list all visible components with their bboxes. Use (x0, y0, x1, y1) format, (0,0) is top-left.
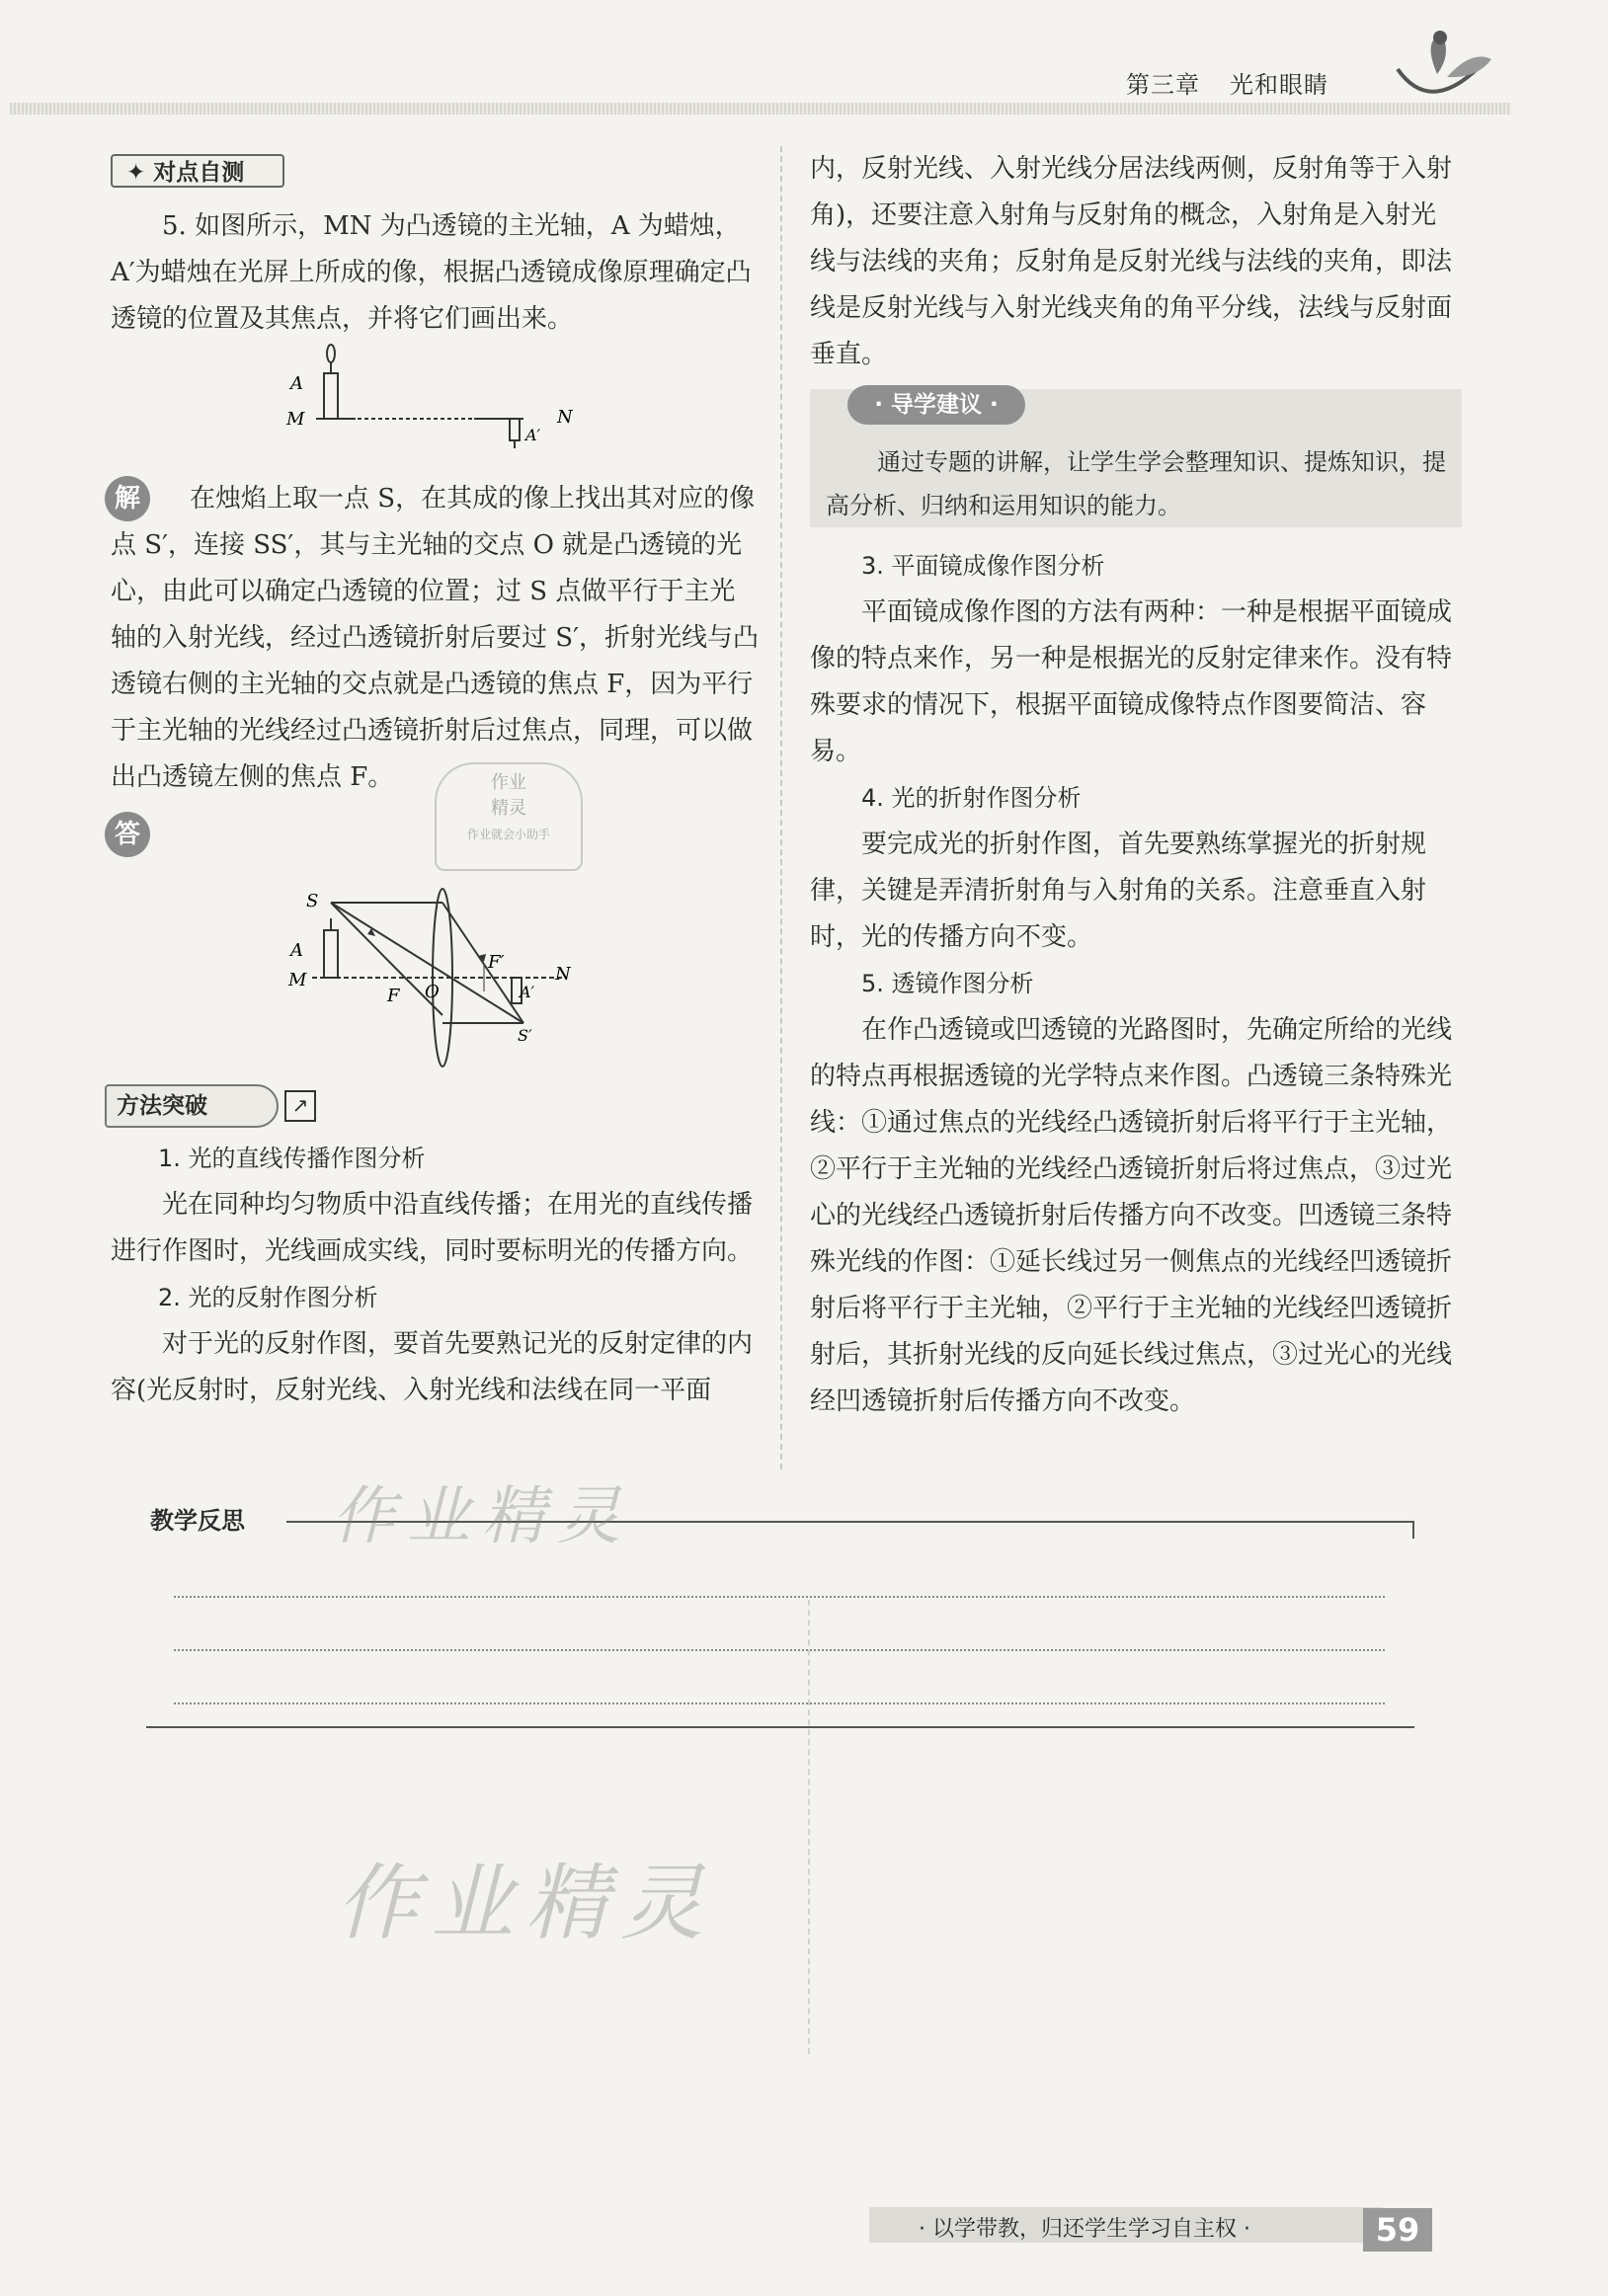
guidance-text: 通过专题的讲解，让学生学会整理知识、提炼知识，提高分析、归纳和运用知识的能力。 (826, 448, 1446, 519)
section-tag-daoxue: · 导学建议 · (847, 385, 1025, 425)
fig1-M: M (286, 409, 305, 430)
section-1-title: 1. 光的直线传播作图分析 (158, 1145, 426, 1172)
reflection-bottom-line (146, 1726, 1414, 1728)
chapter-label: 第三章 (1126, 71, 1200, 99)
fig2-Aprime: A′ (520, 983, 535, 1001)
fig2-O: O (425, 982, 440, 1002)
column-divider (780, 146, 782, 1469)
section-1-text: 光在同种均匀物质中沿直线传播；在用光的直线传播进行作图时，光线画成实线，同时要标明光的传播方向。 (111, 1190, 754, 1266)
page-number: 59 (1363, 2208, 1432, 2252)
fig2-A: A (290, 940, 303, 961)
fig2-S: S (306, 891, 319, 911)
section-2-text: 对于光的反射作图，要首先要熟记光的反射定律的内容(光反射时，反射光线、入射光线和法线在同一平面 (111, 1329, 754, 1405)
methods-left (111, 1136, 759, 1414)
writing-line[interactable] (174, 1596, 1385, 1598)
fig1-A: A (290, 373, 303, 394)
writing-line[interactable] (174, 1649, 1385, 1651)
section-5-text: 在作凸透镜或凹透镜的光路图时，先确定所给的光线的特点再根据透镜的光学特点来作图。凸透镜三条特殊光线：①通过焦点的光线经凸透镜折射后将平行于主光轴，②平行于主光轴的光线经凸透镜折射后将过焦点，③过光心的光线经凸透镜折射后传播方向不改变。凹透镜三条特殊光线的作图：①延长线过另一侧焦点的光线经凹透镜折射后将平行于主光轴，②平行于主光轴的光线经凹透镜折射后，其折射光线的反向延长线过焦点，③过光心的光线经凹透镜折射后传播方向不改变。 (810, 1015, 1453, 1416)
reflection-continued: 内，反射光线、入射光线分居法线两侧，反射角等于入射角)，还要注意入射角与反射角的概念，入射角是入射光线与法线的夹角；反射角是反射光线与法线的夹角，即法线是反射光线与入射光线夹角的角平分线，法线与反射面垂直。 (810, 154, 1453, 369)
section-3-text: 平面镜成像作图的方法有两种：一种是根据平面镜成像的特点来作，另一种是根据光的反射定律来作。没有特殊要求的情况下，根据平面镜成像特点作图要简洁、容易。 (810, 597, 1453, 766)
chapter-title: 光和眼睛 (1230, 71, 1328, 99)
leaf-logo-icon (1393, 30, 1501, 109)
footer-motto: · 以学带教，归还学生学习自主权 · (919, 2217, 1250, 2242)
header-rule (10, 103, 1511, 115)
section-2-title: 2. 光的反射作图分析 (158, 1284, 378, 1311)
section-4-text: 要完成光的折射作图，首先要熟练掌握光的折射规律，关键是弄清折射角与入射角的关系。注意垂直入射时，光的传播方向不变。 (810, 830, 1427, 952)
watermark-2: 作业精灵 (336, 1855, 716, 1951)
arrow-icon: ↗ (284, 1090, 316, 1122)
writing-line[interactable] (174, 1702, 1385, 1704)
section-4-title: 4. 光的折射作图分析 (861, 784, 1082, 812)
fig2-Sprime: S′ (518, 1026, 532, 1045)
badge-jie: 解 (105, 476, 150, 521)
figure-1 (277, 344, 573, 452)
fig2-M: M (288, 970, 307, 990)
question-5: 5. 如图所示，MN 为凸透镜的主光轴，A 为蜡烛，A′为蜡烛在光屏上所成的像，根据凸透镜成像原理确定凸透镜的位置及其焦点，并将它们画出来。 (111, 211, 752, 334)
figure-2 (277, 877, 593, 1084)
fig1-Aprime: A′ (525, 426, 541, 444)
center-crease (808, 1600, 810, 2054)
fig2-F: F (387, 986, 400, 1006)
fig2-Fprime: F′ (488, 952, 505, 973)
section-3-title: 3. 平面镜成像作图分析 (861, 552, 1105, 580)
section-tag-fangfa: 方法突破 (105, 1084, 279, 1128)
reflection-corner (1412, 1521, 1414, 1539)
fig1-N: N (557, 407, 573, 428)
stamp-watermark: 作业 精灵 作业就会小助手 (435, 762, 583, 871)
section-tag-zice: ✦ 对点自测 (111, 154, 284, 188)
fig2-N: N (555, 964, 571, 985)
watermark-1: 作业精灵 (332, 1480, 632, 1553)
methods-right (810, 543, 1462, 1425)
solution-text: 在烛焰上取一点 S，在其成的像上找出其对应的像点 S′，连接 SS′，其与主光轴的交点 O 就是凸透镜的光心，由此可以确定凸透镜的位置；过 S 点做平行于主光轴的入射光线，经过凸透镜折射后要过 S′，折射光线与凸透镜右侧的主光轴的交点就是凸透镜的焦点 F，因为平行于主光轴的光线经过凸透镜折射后过焦点，同理，可以做出凸透镜左侧的焦点 F。 (111, 484, 759, 792)
section-5-title: 5. 透镜作图分析 (861, 970, 1034, 997)
badge-da: 答 (105, 812, 150, 857)
reflection-title: 教学反思 (150, 1507, 245, 1535)
header-title (1126, 65, 1358, 100)
